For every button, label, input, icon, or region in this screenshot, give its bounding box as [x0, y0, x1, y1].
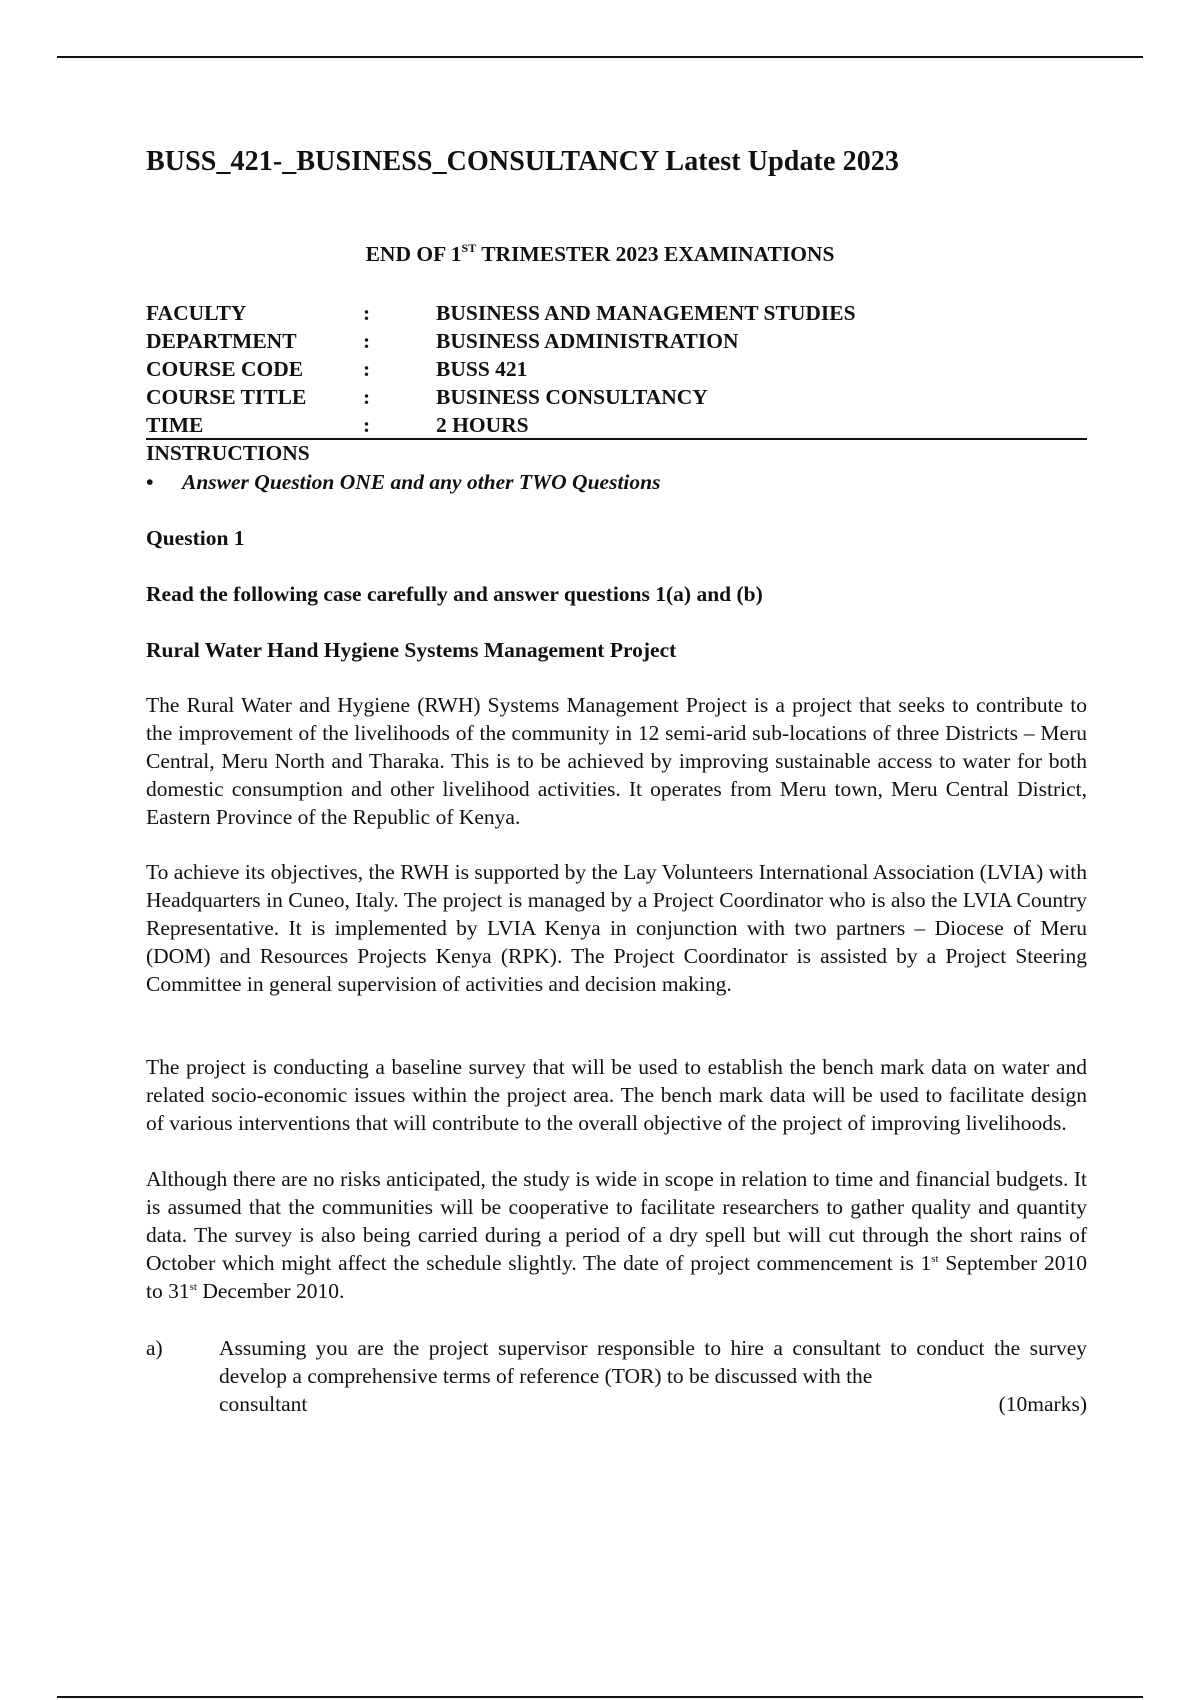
info-colon: : [363, 385, 371, 409]
info-colon: : [363, 329, 371, 353]
exam-heading-prefix: END OF 1 [365, 242, 462, 266]
info-value: BUSINESS AND MANAGEMENT STUDIES [436, 301, 856, 325]
case-paragraph: The Rural Water and Hygiene (RWH) Systems Management Project is a project that seeks to contribute to the improvement of the livelihoods of the community in 12 semi-arid sub-locations of three Districts – Meru Central, Meru North and Tharaka. This is to be achieved by improving sustainable access to water for both domestic consumption and other livelihood activities. It operates from Meru town, Meru Central District, Eastern Province of the Republic of Kenya. [146, 693, 1087, 830]
paragraph-text: Although there are no risks anticipated, the study is wide in scope in relation to time and financial budgets. It is assumed that the communities will be cooperative to facilitate researchers to gather quality and quantity data. The survey is also being carried during a period of a dry spell but will cut through the short rains of October which might affect the schedule slightly. The date of project commencement is 1 [146, 1167, 1087, 1276]
case-paragraph-dates [146, 1165, 1087, 1305]
info-row-faculty [146, 299, 1087, 327]
info-colon: : [363, 413, 371, 437]
info-row-time [146, 411, 1087, 439]
instruction-text: Answer Question ONE and any other TWO Questions [182, 470, 661, 494]
info-row-department [146, 327, 1087, 355]
instructions-heading: INSTRUCTIONS [146, 441, 310, 465]
part-a-text: Assuming you are the project supervisor responsible to hire a consultant to conduct the survey develop a comprehensive terms of reference (TOR) to be discussed with the [219, 1336, 1087, 1389]
ordinal-superscript: st [931, 1253, 939, 1266]
question-directive: Read the following case carefully and answer questions 1(a) and (b) [146, 582, 763, 606]
exam-heading-suffix: TRIMESTER 2023 EXAMINATIONS [476, 242, 835, 266]
paragraph-text: September 2010 to 31 [146, 1251, 1087, 1304]
info-label: TIME [146, 413, 204, 437]
paragraph-text: December 2010. [196, 1279, 345, 1304]
info-label: COURSE TITLE [146, 385, 307, 409]
document-title: BUSS_421-_BUSINESS_CONSULTANCY Latest Update 2023 [146, 146, 899, 177]
question-heading: Question 1 [146, 526, 245, 550]
info-colon: : [363, 357, 371, 381]
case-paragraph: To achieve its objectives, the RWH is supported by the Lay Volunteers International Association (LVIA) with Headquarters in Cuneo, Italy. The project is managed by a Project Coordinator who is also the LVIA Country Representative. It is implemented by LVIA Kenya in conjunction with two partners – Diocese of Meru (DOM) and Resources Projects Kenya (RPK). The Project Coordinator is assisted by a Project Steering Committee in general supervision of activities and decision making. [146, 860, 1087, 997]
info-row-course-code [146, 355, 1087, 383]
info-label: FACULTY [146, 301, 247, 325]
part-a-last-line [219, 1390, 1087, 1418]
case-paragraph: The project is conducting a baseline survey that will be used to establish the bench mark data on water and related socio-economic issues within the project area. The bench mark data will be used to facilitate design of various interventions that will contribute to the overall objective of the project of improving livelihoods. [146, 1055, 1087, 1136]
marks-label: (10marks) [998, 1392, 1087, 1417]
part-letter: a) [146, 1336, 163, 1360]
info-value: BUSINESS CONSULTANCY [436, 385, 708, 409]
ordinal-superscript: st [189, 1281, 197, 1294]
bullet-icon: • [146, 470, 154, 494]
case-title: Rural Water Hand Hygiene Systems Management Project [146, 638, 677, 662]
bottom-rule [57, 1696, 1143, 1698]
info-value: BUSS 421 [436, 357, 528, 381]
top-rule [57, 56, 1143, 58]
info-colon: : [363, 301, 371, 325]
question-part-a [146, 1334, 1087, 1418]
info-label: DEPARTMENT [146, 329, 297, 353]
exam-info-table [146, 299, 1087, 440]
exam-heading [0, 242, 1200, 267]
exam-heading-superscript: ST [461, 241, 477, 255]
info-value: 2 HOURS [436, 413, 529, 437]
info-label: COURSE CODE [146, 357, 304, 381]
instruction-bullet [146, 470, 660, 495]
info-row-course-title [146, 383, 1087, 411]
part-a-last-word: consultant [219, 1392, 308, 1417]
info-value: BUSINESS ADMINISTRATION [436, 329, 739, 353]
